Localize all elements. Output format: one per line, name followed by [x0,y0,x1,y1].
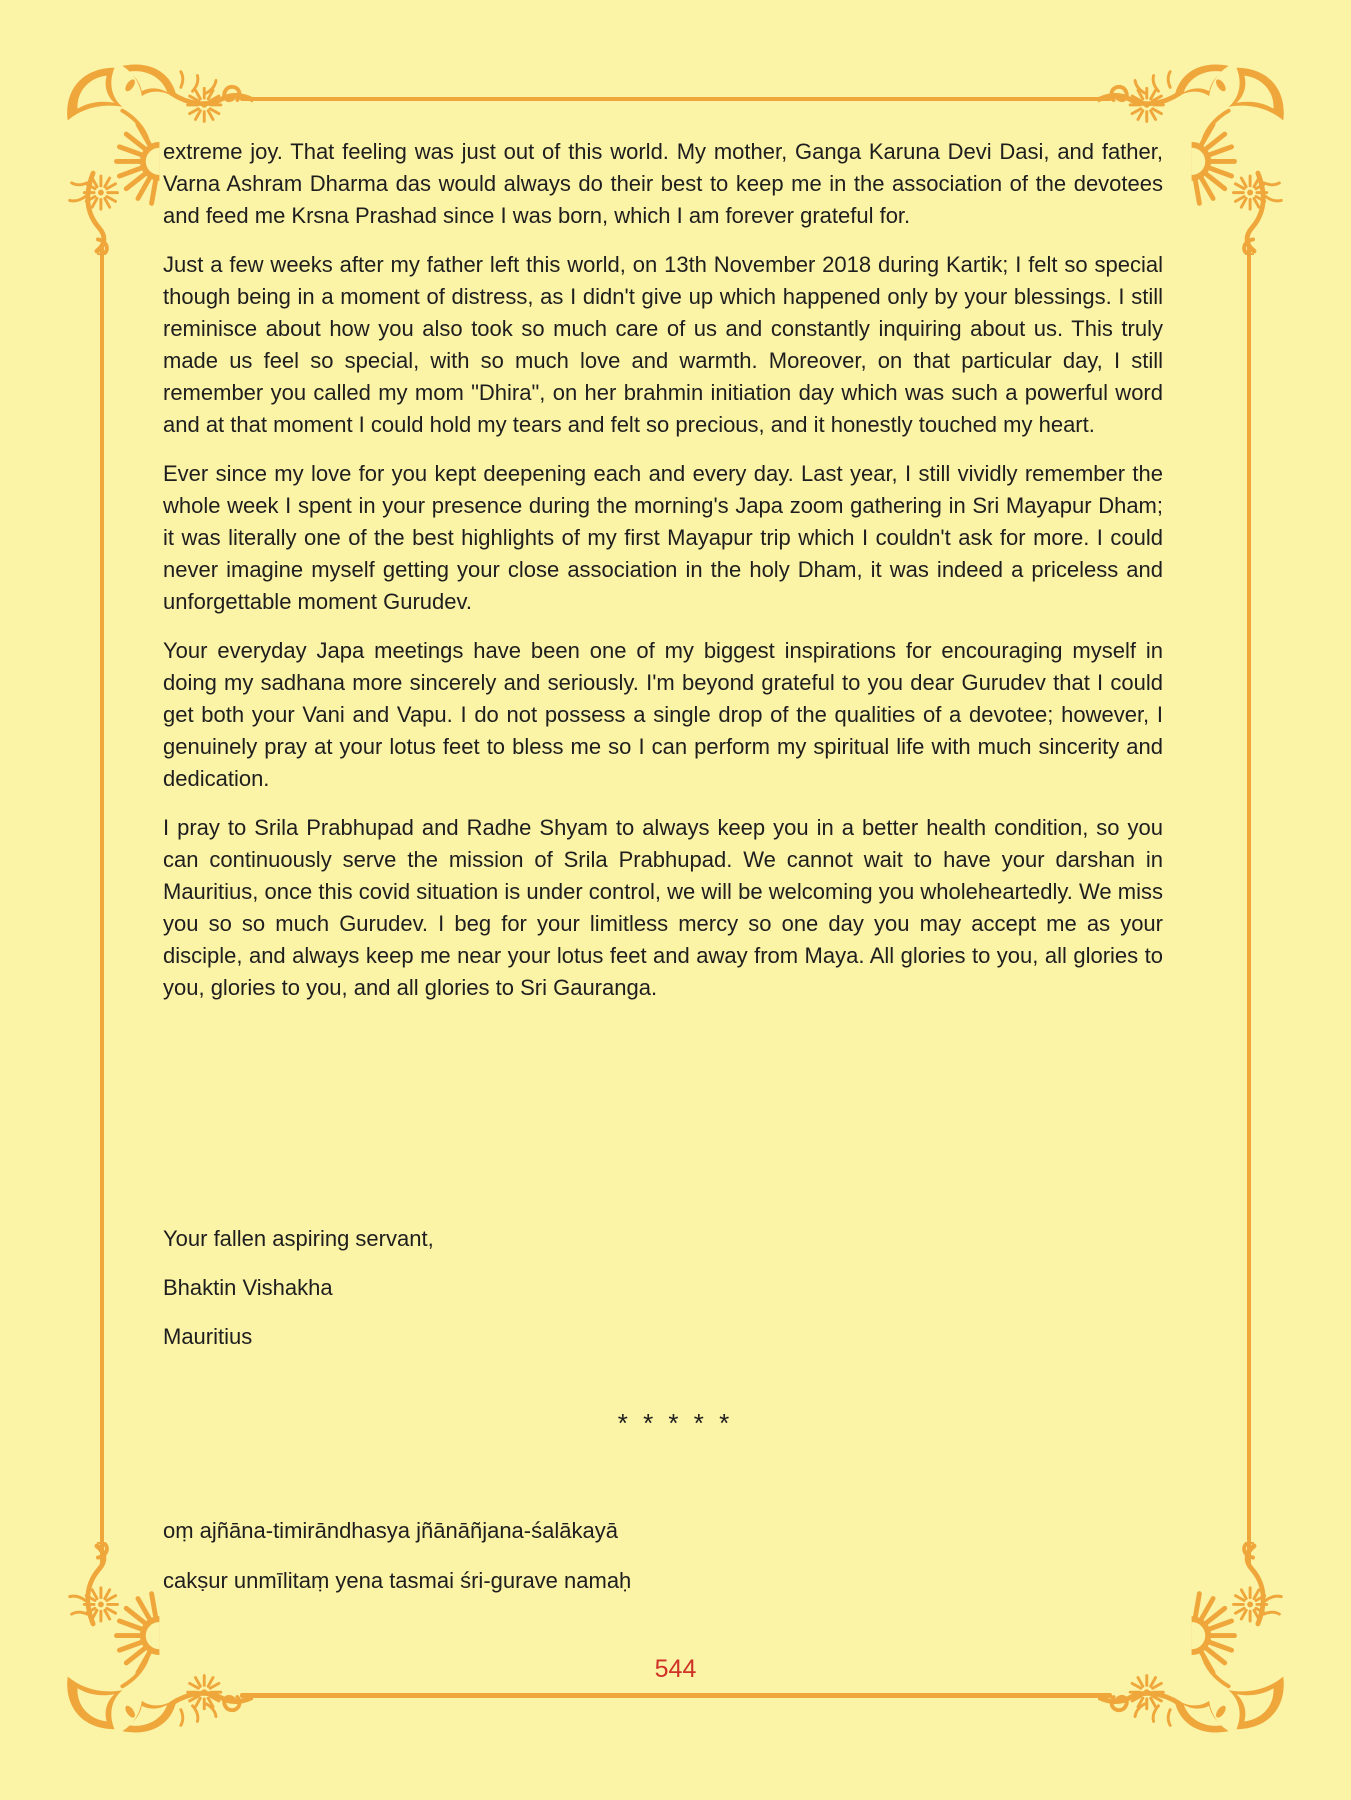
letter-paragraph-3: Ever since my love for you kept deepening each and every day. Last year, I still vividly remember the whole week I spent in your presence during the morning's Japa zoom gathering in Sri Mayapur Dham; it was literally one of the best highlights of my first Mayapur trip which I couldn't ask for more. I could never imagine myself getting your close association in the holy Dham, it was indeed a priceless and unforgettable moment Gurudev. [163,461,1163,614]
border-line-top [240,97,1112,101]
signature-block [163,1223,1163,1370]
letter-body [163,136,1163,1021]
verse-line-1: oṃ ajñāna-timirāndhasya jñānāñjana-śalākayā [163,1518,618,1543]
signature-name: Bhaktin Vishakha [163,1275,333,1300]
page-number: 544 [654,1655,697,1683]
letter-paragraph-2: Just a few weeks after my father left this world, on 13th November 2018 during Kartik; I felt so special though being in a moment of distress, as I didn't give up which happened only by your blessings. I still reminisce about how you also took so much care of us and constantly inquiring about us. This truly made us feel so special, with so much love and warmth. Moreover, on that particular day, I still remember you called my mom "Dhira", on her brahmin initiation day which was such a powerful word and at that moment I could hold my tears and felt so precious, and it honestly touched my heart. [163,252,1163,437]
border-line-right [1247,246,1251,1564]
signature-place: Mauritius [163,1324,253,1349]
sanskrit-verse [163,1515,1163,1615]
border-line-left [100,246,104,1564]
signature-closing: Your fallen aspiring servant, [163,1226,434,1251]
asterisk-separator: * * * * * [617,1408,734,1438]
verse-line-2: cakṣur unmīlitaṃ yena tasmai śri-gurave namaḥ [163,1568,632,1593]
letter-paragraph-1: extreme joy. That feeling was just out of this world. My mother, Ganga Karuna Devi Dasi, and father, Varna Ashram Dharma das would always do their best to keep me in the association of the devotees and feed me Krsna Prashad since I was born, which I am forever grateful for. [163,139,1163,228]
letter-paragraph-4: Your everyday Japa meetings have been one of my biggest inspirations for encouraging myself in doing my sadhana more sincerely and seriously. I'm beyond grateful to you dear Gurudev that I could get both your Vani and Vapu. I do not possess a single drop of the qualities of a devotee; however, I genuinely pray at your lotus feet to bless me so I can perform my spiritual life with much sincerity and dedication. [163,638,1163,791]
border-line-bottom [240,1693,1112,1698]
letter-paragraph-5: I pray to Srila Prabhupad and Radhe Shyam to always keep you in a better health condition, so you can continuously serve the mission of Srila Prabhupad. We cannot wait to have your darshan in Mauritius, once this covid situation is under control, we will be welcoming you wholeheartedly. We miss you so so much Gurudev. I beg for your limitless mercy so one day you may accept me as your disciple, and always keep me near your lotus feet and away from Maya. All glories to you, all glories to you, glories to you, and all glories to Sri Gauranga. [163,815,1163,1000]
